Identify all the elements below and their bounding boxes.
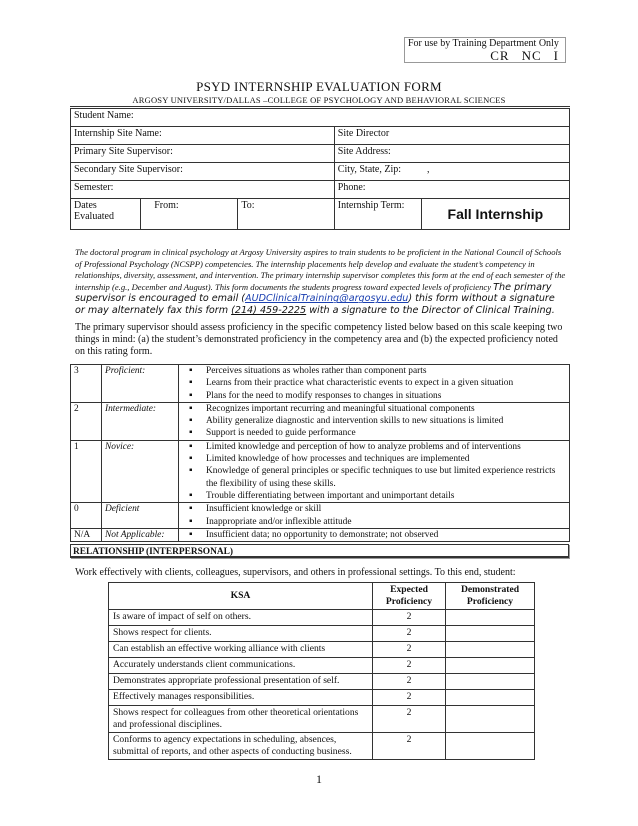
city-comma: , <box>427 164 430 175</box>
demonstrated-input[interactable] <box>446 733 535 760</box>
expected-value: 2 <box>373 642 446 658</box>
site-director-field[interactable]: Site Director <box>334 127 569 145</box>
expected-value: 2 <box>373 610 446 626</box>
city-state-zip-field[interactable] <box>334 163 569 181</box>
demonstrated-header: Demonstrated Proficiency <box>446 583 535 610</box>
site-name-field[interactable]: Internship Site Name: <box>71 127 335 145</box>
ksa-item: Accurately understands client communications. <box>109 658 373 674</box>
page-number: 1 <box>316 772 322 786</box>
ksa-item: Shows respect for colleagues from other theoretical orientations and professional disciplines. <box>109 706 373 733</box>
demonstrated-input[interactable] <box>446 610 535 626</box>
code-i: I <box>553 48 559 63</box>
tracking-codes <box>478 50 559 62</box>
scale-descriptor: ▪ Ability generalize diagnostic and intervention skills to new situations is limited <box>206 415 566 427</box>
scale-level: Not Applicable: <box>102 528 179 541</box>
expected-value: 2 <box>373 733 446 760</box>
internship-term-label: Internship Term: <box>335 199 422 229</box>
ksa-item: Effectively manages responsibilities. <box>109 690 373 706</box>
scale-descriptor: ▪ Inappropriate and/or inflexible attitude <box>206 516 566 528</box>
scale-descriptor: ▪ Recognizes important recurring and meaningful situational components <box>206 403 566 415</box>
ksa-item: Is aware of impact of self on others. <box>109 610 373 626</box>
scale-descriptor: ▪ Trouble differentiating between important and unimportant details <box>206 490 566 502</box>
scale-descriptor: ▪ Insufficient data; no opportunity to demonstrate; not observed <box>206 529 566 541</box>
table-row <box>109 642 535 658</box>
expected-value: 2 <box>373 690 446 706</box>
training-dept-label: For use by Training Department Only <box>408 38 559 49</box>
scale-row <box>71 365 570 403</box>
form-title: PSYD INTERNSHIP EVALUATION FORM <box>196 79 442 94</box>
ksa-table <box>108 582 535 760</box>
table-row <box>109 658 535 674</box>
ksa-item: Shows respect for clients. <box>109 626 373 642</box>
scale-descriptor: ▪ Plans for the need to modify responses to changes in situations <box>206 390 566 402</box>
fax-number: (214) 459-2225 <box>231 304 307 316</box>
demonstrated-input[interactable] <box>446 626 535 642</box>
email-instruction: The primary supervisor is encouraged to email ( <box>75 281 552 305</box>
proficiency-scale-table <box>70 364 570 542</box>
demonstrated-input[interactable] <box>446 706 535 733</box>
email-link[interactable]: AUDClinicalTraining@argosyu.edu <box>245 293 409 305</box>
scale-number: 3 <box>71 365 102 403</box>
scale-descriptor: ▪ Perceives situations as wholes rather than component parts <box>206 365 566 377</box>
scale-descriptor: ▪ Support is needed to guide performance <box>206 427 566 439</box>
scale-number: N/A <box>71 528 102 541</box>
to-field[interactable]: To: <box>238 199 334 230</box>
scale-number: 0 <box>71 503 102 529</box>
semester-field[interactable]: Semester: <box>71 181 335 199</box>
scale-number: 2 <box>71 402 102 440</box>
table-row <box>109 626 535 642</box>
ksa-item: Conforms to agency expectations in scheduling, absences, submittal of reports, and other aspects of conducting business. <box>109 733 373 760</box>
city-state-zip-label: City, State, Zip: <box>337 164 402 175</box>
demonstrated-input[interactable] <box>446 642 535 658</box>
scale-level: Novice: <box>102 440 179 502</box>
code-cr: CR <box>490 48 510 63</box>
table-row <box>109 690 535 706</box>
expected-value: 2 <box>373 706 446 733</box>
expected-value: 2 <box>373 674 446 690</box>
scale-level: Deficient <box>102 503 179 529</box>
internship-term-cell <box>334 199 569 230</box>
section-instructions: Work effectively with clients, colleagues, supervisors, and others in professional settings. To this end, student: <box>75 567 516 578</box>
student-info-table <box>70 108 570 230</box>
site-address-field[interactable]: Site Address: <box>334 145 569 163</box>
table-row <box>109 610 535 626</box>
table-row <box>109 733 535 760</box>
demonstrated-input[interactable] <box>446 658 535 674</box>
table-row <box>109 674 535 690</box>
fax-instruction: ) this form without a signature or may alternately fax this form <box>75 293 555 316</box>
scale-descriptor: ▪ Insufficient knowledge or skill <box>206 503 566 515</box>
section-heading: RELATIONSHIP (INTERPERSONAL) <box>70 544 569 558</box>
scale-row <box>71 440 570 502</box>
scale-level: Proficient: <box>102 365 179 403</box>
scale-intro: The primary supervisor should assess proficiency in the specific competency listed below based on this scale keeping two things in mind: (a) the student’s demonstrated proficiency in the competency area and (b) the expected proficiency noted on this rating form. <box>75 322 563 357</box>
intro-paragraph <box>75 247 567 317</box>
expected-value: 2 <box>373 658 446 674</box>
training-dept-box <box>404 37 566 63</box>
scale-descriptor: ▪ Limited knowledge and perception of how to analyze problems and of interventions <box>206 441 566 453</box>
demonstrated-input[interactable] <box>446 690 535 706</box>
from-field[interactable] <box>141 199 238 230</box>
form-subtitle: ARGOSY UNIVERSITY/DALLAS –COLLEGE OF PSYCHOLOGY AND BEHAVIORAL SCIENCES <box>132 95 506 105</box>
scale-descriptor: ▪ Limited knowledge of how processes and techniques are implemented <box>206 453 566 465</box>
expected-value: 2 <box>373 626 446 642</box>
scale-descriptor: ▪ Knowledge of general principles or specific techniques to use but limited experience restricts the flexibility of using these skills. <box>206 465 566 490</box>
scale-row <box>71 503 570 529</box>
ksa-header: KSA <box>109 583 373 610</box>
dates-evaluated-label: Dates Evaluated <box>71 199 141 230</box>
scale-row <box>71 402 570 440</box>
primary-supervisor-field[interactable]: Primary Site Supervisor: <box>71 145 335 163</box>
expected-header: Expected Proficiency <box>373 583 446 610</box>
intro-text: The doctoral program in clinical psychology at Argosy University aspires to train students to be proficient in the National Council of Schools of Professional Psychology (NCSPP) competencies. The internship placements help develop and evaluate the student’s competency in relationships, diversity, assessment, and intervention. The primary internship supervisor completes this form at the end of each semester of the internship (e.g., December and August). This form documents the students progress toward expected levels of proficiency <box>75 247 566 292</box>
scale-level: Intermediate: <box>102 402 179 440</box>
secondary-supervisor-field[interactable]: Secondary Site Supervisor: <box>71 163 335 181</box>
from-label: From: <box>154 200 179 211</box>
title-divider <box>70 106 570 107</box>
scale-descriptor: ▪ Learns from their practice what characteristic events to expect in a given situation <box>206 377 566 389</box>
phone-field[interactable]: Phone: <box>334 181 569 199</box>
demonstrated-input[interactable] <box>446 674 535 690</box>
student-name-field[interactable]: Student Name: <box>71 109 570 127</box>
code-nc: NC <box>521 48 542 63</box>
table-row <box>109 706 535 733</box>
internship-term-value[interactable]: Fall Internship <box>447 206 544 222</box>
scale-row <box>71 528 570 541</box>
ksa-item: Can establish an effective working alliance with clients <box>109 642 373 658</box>
scale-number: 1 <box>71 440 102 502</box>
ksa-item: Demonstrates appropriate professional presentation of self. <box>109 674 373 690</box>
signature-instruction: with a signature to the Director of Clinical Training. <box>306 304 555 316</box>
